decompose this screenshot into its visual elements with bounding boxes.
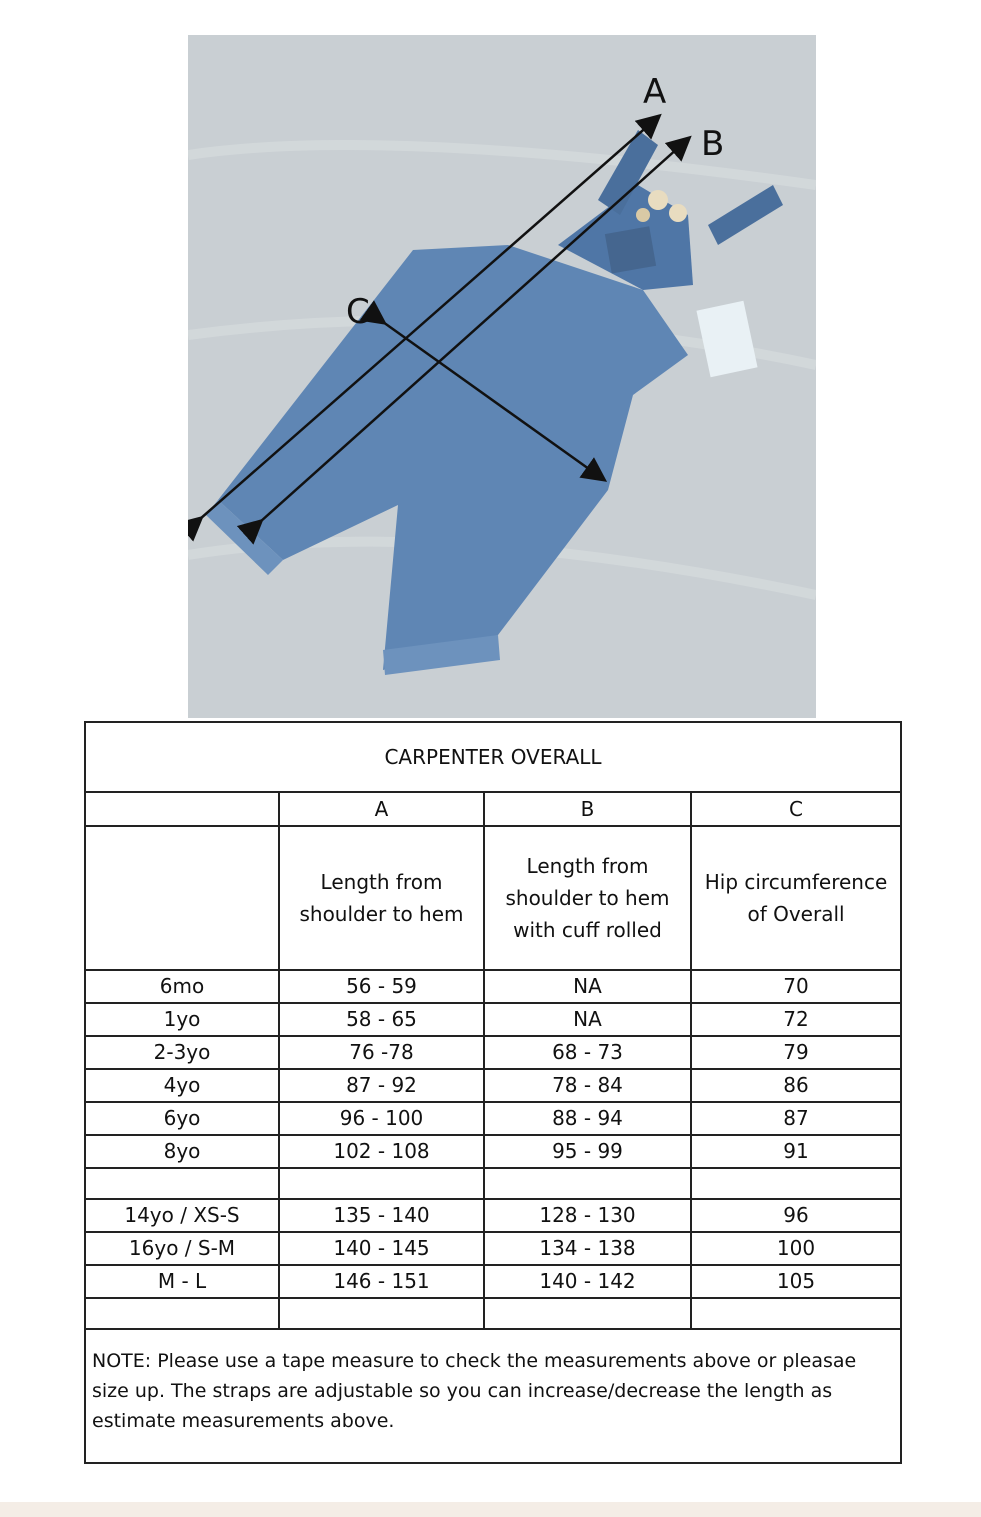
header-col-b: B [484,792,691,826]
cell-b: 140 - 142 [484,1265,691,1298]
desc-col-b [484,826,691,970]
spacer-cell [691,1298,901,1329]
rows-kids [85,970,901,1168]
spacer-cell [279,1168,484,1199]
table-row [85,1232,901,1265]
table-row [85,1036,901,1069]
spacer-cell [484,1168,691,1199]
cell-b: 68 - 73 [484,1036,691,1069]
spacer-cell [85,1168,279,1199]
label-a: A [643,72,667,112]
table-row [85,1003,901,1036]
cell-size: 8yo [85,1135,279,1168]
cell-b: NA [484,970,691,1003]
desc-c-line1: Hip circumference [704,870,888,894]
table-row [85,970,901,1003]
cell-c: 70 [691,970,901,1003]
cell-size: 14yo / XS-S [85,1199,279,1232]
table-title: CARPENTER OVERALL [85,722,901,792]
cell-a: 96 - 100 [279,1102,484,1135]
label-b: B [701,124,725,164]
size-chart-table [84,721,902,1464]
desc-a-line2: shoulder to hem [299,902,464,926]
table-row [85,1102,901,1135]
overall-illustration [188,35,816,718]
label-c: C [346,292,370,332]
table-row [85,1135,901,1168]
header-col-c: C [691,792,901,826]
desc-col-a [279,826,484,970]
cell-b: 134 - 138 [484,1232,691,1265]
header-size-empty [85,792,279,826]
desc-col-c [691,826,901,970]
header-col-a: A [279,792,484,826]
desc-b-line3: with cuff rolled [513,918,662,942]
cell-c: 87 [691,1102,901,1135]
table-row [85,1265,901,1298]
spacer-cell [85,1298,279,1329]
cell-c: 86 [691,1069,901,1102]
cell-a: 56 - 59 [279,970,484,1003]
cell-c: 72 [691,1003,901,1036]
cell-size: M - L [85,1265,279,1298]
cell-size: 2-3yo [85,1036,279,1069]
cell-b: NA [484,1003,691,1036]
cell-b: 95 - 99 [484,1135,691,1168]
table-row [85,1069,901,1102]
cell-a: 135 - 140 [279,1199,484,1232]
desc-empty [85,826,279,970]
cell-a: 87 - 92 [279,1069,484,1102]
cell-a: 58 - 65 [279,1003,484,1036]
desc-b-line1: Length from [526,854,649,878]
cell-size: 6yo [85,1102,279,1135]
cell-size: 6mo [85,970,279,1003]
spacer-cell [484,1298,691,1329]
cell-c: 105 [691,1265,901,1298]
desc-a-line1: Length from [320,870,443,894]
cell-b: 78 - 84 [484,1069,691,1102]
footer-strip [0,1502,981,1517]
cell-a: 102 - 108 [279,1135,484,1168]
cell-c: 91 [691,1135,901,1168]
cell-c: 96 [691,1199,901,1232]
cell-a: 76 -78 [279,1036,484,1069]
rows-adult [85,1199,901,1298]
cell-b: 128 - 130 [484,1199,691,1232]
cell-size: 4yo [85,1069,279,1102]
cell-c: 79 [691,1036,901,1069]
cell-b: 88 - 94 [484,1102,691,1135]
table-row [85,1199,901,1232]
cell-c: 100 [691,1232,901,1265]
cell-a: 140 - 145 [279,1232,484,1265]
cell-size: 16yo / S-M [85,1232,279,1265]
product-photo [188,35,816,718]
size-note: NOTE: Please use a tape measure to check the measurements above or pleasae size up. The straps are adjustable so you can increase/decrease the length as estimate measurements above. [85,1329,901,1463]
desc-b-line2: shoulder to hem [505,886,670,910]
desc-c-line2: of Overall [747,902,845,926]
cell-a: 146 - 151 [279,1265,484,1298]
spacer-cell [691,1168,901,1199]
spacer-cell [279,1298,484,1329]
cell-size: 1yo [85,1003,279,1036]
